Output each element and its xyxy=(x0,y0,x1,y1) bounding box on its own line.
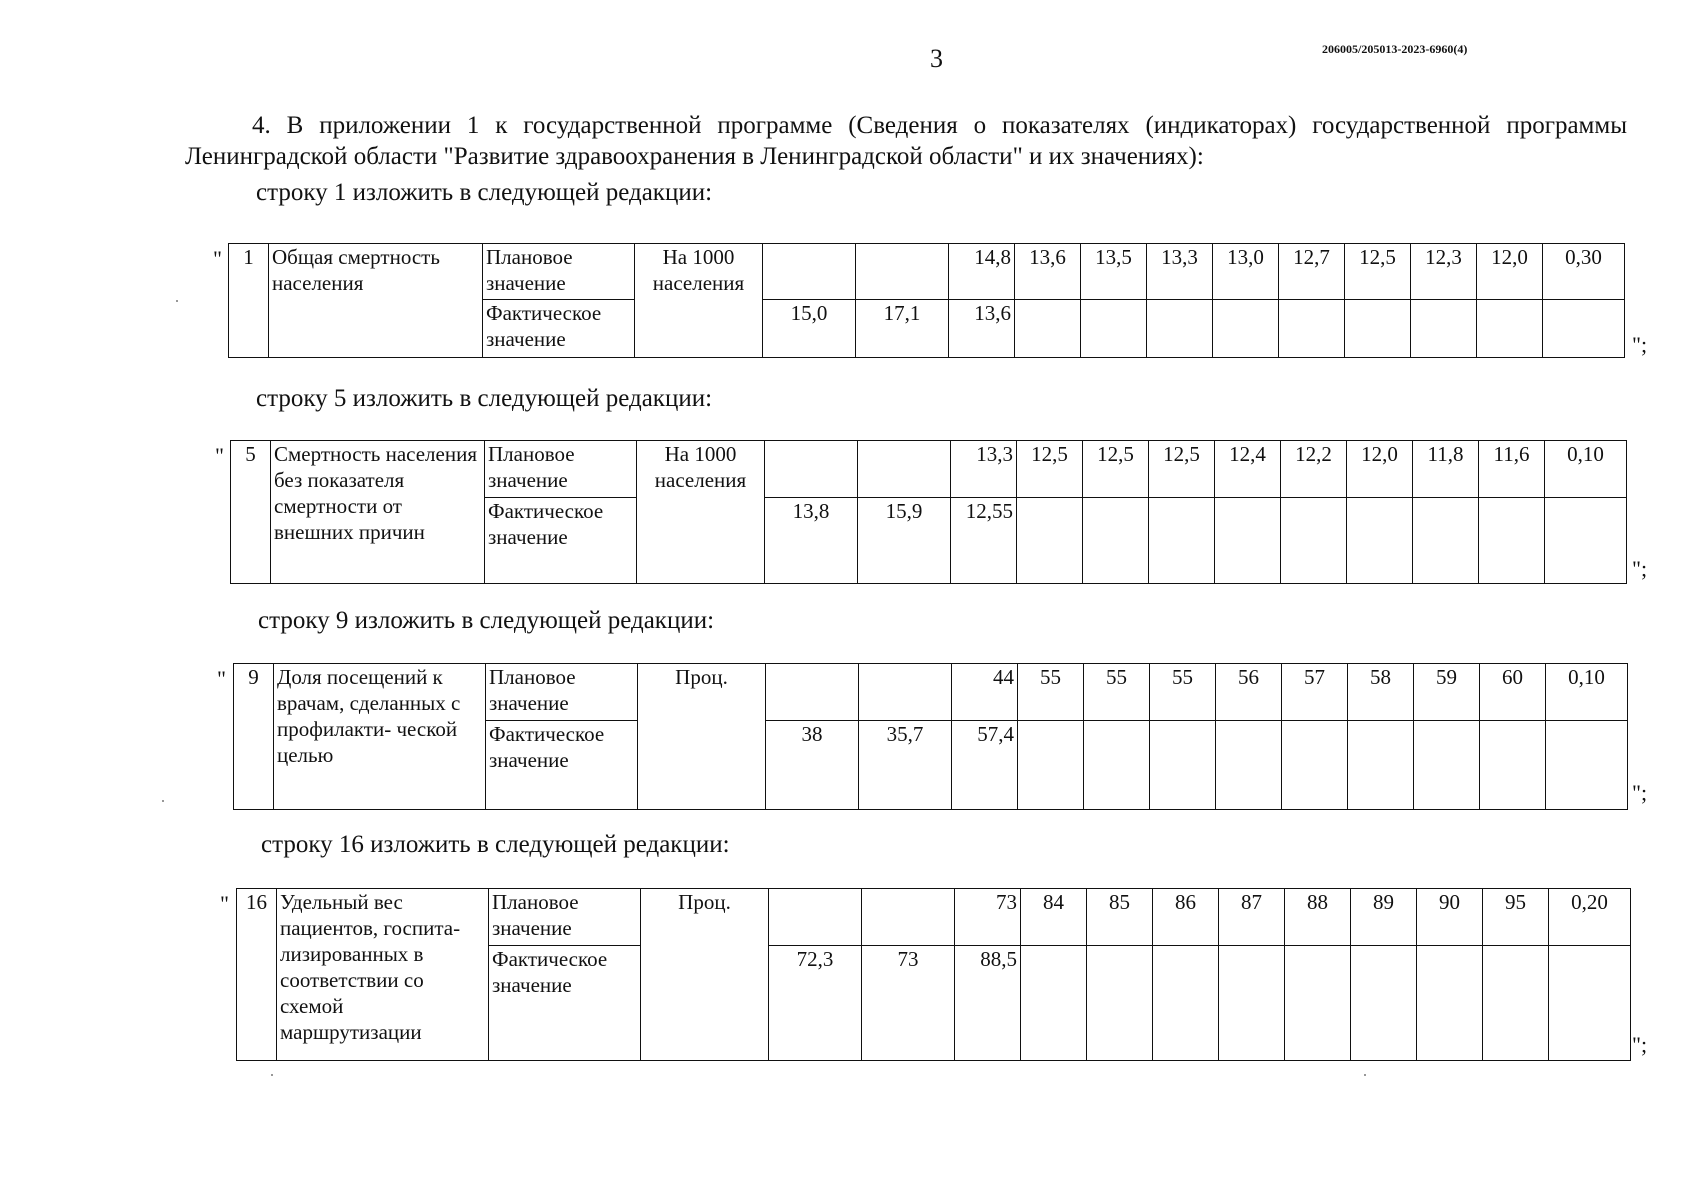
fact-value-cell: 73 xyxy=(862,946,955,1061)
plan-value-cell: 13,3 xyxy=(951,441,1017,498)
section-instruction: строку 1 изложить в следующей редакции: xyxy=(256,179,713,206)
plan-value-cell xyxy=(859,664,952,721)
unit-of-measure: Проц. xyxy=(638,664,766,810)
plan-value-cell: 44 xyxy=(952,664,1018,721)
plan-value-cell: 13,6 xyxy=(1015,244,1081,300)
plan-value-cell: 88 xyxy=(1285,889,1351,946)
indicator-name: Доля посещений к врачам, сделанных с профилакти- ческой целью xyxy=(274,664,486,810)
document-id: 206005/205013-2023-6960(4) xyxy=(1322,42,1468,56)
opening-quote: " xyxy=(217,666,226,691)
plan-value-cell: 12,2 xyxy=(1281,441,1347,498)
indicator-name: Удельный вес пациентов, госпита- лизированных в соответствии со схемой маршрутизации xyxy=(277,889,489,1061)
fact-value-cell xyxy=(1543,300,1625,358)
plan-value-cell: 14,8 xyxy=(949,244,1015,300)
scan-speck xyxy=(1364,1074,1366,1076)
plan-value-cell: 89 xyxy=(1351,889,1417,946)
plan-value-cell: 55 xyxy=(1084,664,1150,721)
plan-value-cell xyxy=(766,664,859,721)
amendment-paragraph: 4. В приложении 1 к государственной программе (Сведения о показателях (индикаторах) государственной программы Ленинградской области "Развитие здравоохранения в Ленинградской области" и их значениях): xyxy=(185,112,1627,170)
fact-value-cell xyxy=(1411,300,1477,358)
fact-label: Фактическое значение xyxy=(483,300,635,358)
scan-speck xyxy=(176,300,178,302)
plan-value-cell xyxy=(769,889,862,946)
indicator-table xyxy=(233,663,1628,810)
fact-value-cell xyxy=(1216,721,1282,810)
plan-value-cell: 13,0 xyxy=(1213,244,1279,300)
fact-value-cell xyxy=(1147,300,1213,358)
fact-value-cell xyxy=(1279,300,1345,358)
fact-value-cell: 35,7 xyxy=(859,721,952,810)
fact-value-cell: 38 xyxy=(766,721,859,810)
plan-value-cell: 12,0 xyxy=(1477,244,1543,300)
opening-quote: " xyxy=(215,443,224,468)
fact-value-cell xyxy=(1345,300,1411,358)
fact-value-cell xyxy=(1483,946,1549,1061)
closing-quote: "; xyxy=(1632,332,1648,357)
plan-value-cell: 0,10 xyxy=(1545,441,1627,498)
fact-value-cell: 15,0 xyxy=(763,300,856,358)
fact-value-cell xyxy=(1153,946,1219,1061)
plan-value-cell: 90 xyxy=(1417,889,1483,946)
plan-value-cell: 11,8 xyxy=(1413,441,1479,498)
plan-value-cell: 55 xyxy=(1018,664,1084,721)
plan-value-cell: 73 xyxy=(955,889,1021,946)
fact-value-cell xyxy=(1219,946,1285,1061)
plan-row xyxy=(229,244,1625,300)
plan-label: Плановое значение xyxy=(483,244,635,300)
fact-value-cell xyxy=(1084,721,1150,810)
plan-row xyxy=(237,889,1631,946)
section-instruction: строку 9 изложить в следующей редакции: xyxy=(258,607,715,634)
plan-value-cell: 0,30 xyxy=(1543,244,1625,300)
fact-value-cell: 57,4 xyxy=(952,721,1018,810)
fact-value-cell xyxy=(1546,721,1628,810)
fact-value-cell xyxy=(1149,498,1215,584)
fact-value-cell xyxy=(1480,721,1546,810)
plan-value-cell xyxy=(856,244,949,300)
fact-value-cell xyxy=(1285,946,1351,1061)
fact-label: Фактическое значение xyxy=(486,721,638,810)
fact-value-cell: 13,6 xyxy=(949,300,1015,358)
plan-value-cell: 11,6 xyxy=(1479,441,1545,498)
fact-value-cell xyxy=(1015,300,1081,358)
plan-value-cell: 58 xyxy=(1348,664,1414,721)
plan-value-cell: 87 xyxy=(1219,889,1285,946)
row-number: 1 xyxy=(229,244,269,358)
fact-value-cell xyxy=(1477,300,1543,358)
plan-value-cell: 59 xyxy=(1414,664,1480,721)
plan-value-cell: 13,3 xyxy=(1147,244,1213,300)
fact-value-cell xyxy=(1083,498,1149,584)
indicator-table xyxy=(236,888,1631,1061)
fact-label: Фактическое значение xyxy=(485,498,637,584)
plan-value-cell: 56 xyxy=(1216,664,1282,721)
fact-value-cell xyxy=(1018,721,1084,810)
plan-value-cell: 12,4 xyxy=(1215,441,1281,498)
plan-value-cell: 12,5 xyxy=(1017,441,1083,498)
plan-value-cell: 12,5 xyxy=(1149,441,1215,498)
page-number: 3 xyxy=(930,44,943,73)
plan-label: Плановое значение xyxy=(489,889,641,946)
section-instruction: строку 16 изложить в следующей редакции: xyxy=(261,831,730,858)
fact-value-cell xyxy=(1150,721,1216,810)
fact-value-cell xyxy=(1417,946,1483,1061)
fact-value-cell xyxy=(1413,498,1479,584)
plan-row xyxy=(231,441,1627,498)
fact-value-cell xyxy=(1081,300,1147,358)
fact-value-cell: 88,5 xyxy=(955,946,1021,1061)
row-number: 5 xyxy=(231,441,271,584)
indicator-table xyxy=(230,440,1627,584)
plan-row xyxy=(234,664,1628,721)
unit-of-measure: Проц. xyxy=(641,889,769,1061)
plan-value-cell: 13,5 xyxy=(1081,244,1147,300)
closing-quote: "; xyxy=(1632,1032,1648,1057)
plan-value-cell: 12,0 xyxy=(1347,441,1413,498)
plan-value-cell: 60 xyxy=(1480,664,1546,721)
fact-value-cell xyxy=(1545,498,1627,584)
closing-quote: "; xyxy=(1632,556,1648,581)
plan-value-cell xyxy=(862,889,955,946)
plan-value-cell xyxy=(858,441,951,498)
row-number: 16 xyxy=(237,889,277,1061)
plan-label: Плановое значение xyxy=(486,664,638,721)
plan-label: Плановое значение xyxy=(485,441,637,498)
fact-value-cell xyxy=(1215,498,1281,584)
plan-value-cell: 12,5 xyxy=(1345,244,1411,300)
plan-value-cell: 95 xyxy=(1483,889,1549,946)
plan-value-cell xyxy=(765,441,858,498)
plan-value-cell: 12,5 xyxy=(1083,441,1149,498)
fact-value-cell: 12,55 xyxy=(951,498,1017,584)
plan-value-cell: 55 xyxy=(1150,664,1216,721)
section-instruction: строку 5 изложить в следующей редакции: xyxy=(256,385,713,412)
closing-quote: "; xyxy=(1632,780,1648,805)
scan-speck xyxy=(162,800,164,802)
opening-quote: " xyxy=(213,246,222,271)
fact-value-cell: 13,8 xyxy=(765,498,858,584)
fact-value-cell xyxy=(1549,946,1631,1061)
plan-value-cell xyxy=(763,244,856,300)
fact-value-cell xyxy=(1479,498,1545,584)
plan-value-cell: 84 xyxy=(1021,889,1087,946)
fact-value-cell xyxy=(1348,721,1414,810)
fact-value-cell xyxy=(1281,498,1347,584)
fact-value-cell xyxy=(1213,300,1279,358)
scan-speck xyxy=(271,1074,273,1076)
plan-value-cell: 85 xyxy=(1087,889,1153,946)
indicator-name: Смертность населения без показателя смертности от внешних причин xyxy=(271,441,485,584)
fact-value-cell xyxy=(1414,721,1480,810)
fact-value-cell: 15,9 xyxy=(858,498,951,584)
fact-value-cell xyxy=(1017,498,1083,584)
fact-value-cell xyxy=(1347,498,1413,584)
fact-value-cell xyxy=(1351,946,1417,1061)
row-number: 9 xyxy=(234,664,274,810)
plan-value-cell: 86 xyxy=(1153,889,1219,946)
plan-value-cell: 0,10 xyxy=(1546,664,1628,721)
fact-value-cell xyxy=(1282,721,1348,810)
fact-label: Фактическое значение xyxy=(489,946,641,1061)
plan-value-cell: 12,3 xyxy=(1411,244,1477,300)
plan-value-cell: 12,7 xyxy=(1279,244,1345,300)
fact-value-cell: 17,1 xyxy=(856,300,949,358)
plan-value-cell: 57 xyxy=(1282,664,1348,721)
opening-quote: " xyxy=(220,891,229,916)
unit-of-measure: На 1000 населения xyxy=(637,441,765,584)
plan-value-cell: 0,20 xyxy=(1549,889,1631,946)
indicator-table xyxy=(228,243,1625,358)
indicator-name: Общая смертность населения xyxy=(269,244,483,358)
unit-of-measure: На 1000 населения xyxy=(635,244,763,358)
fact-value-cell xyxy=(1087,946,1153,1061)
fact-value-cell: 72,3 xyxy=(769,946,862,1061)
fact-value-cell xyxy=(1021,946,1087,1061)
